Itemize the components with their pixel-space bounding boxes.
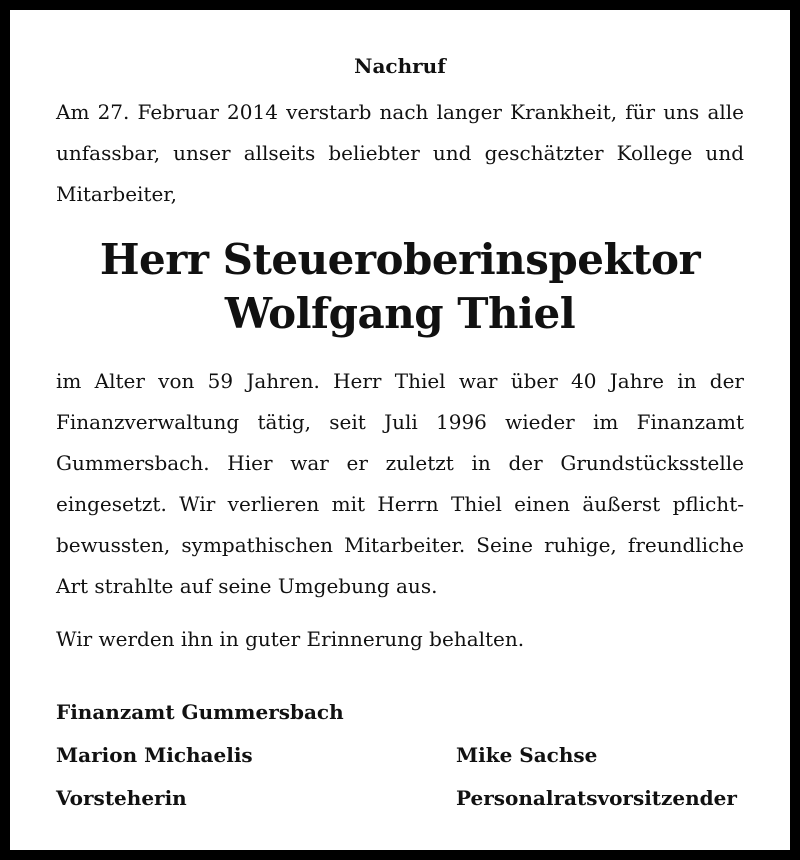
signatory-right-role: Personalratsvorsitzender [456, 785, 737, 810]
signatory-left-role: Vorsteherin [56, 785, 187, 810]
closing-line: Wir werden ihn in guter Erinnerung behalten. [56, 627, 525, 651]
signature-names-row [56, 733, 744, 776]
deceased-name-block [56, 233, 744, 341]
signatory-right-name: Mike Sachse [456, 742, 598, 767]
signature-roles-row [56, 776, 744, 819]
obituary-heading: Nachruf [354, 54, 446, 78]
deceased-title: Herr Steueroberinspektor [99, 235, 701, 284]
body-paragraph: im Alter von 59 Jahren. Herr Thiel war über 40 Jahre in der Finanzverwaltung tätig, seit Juli 1996 wieder im Finanzamt Gummersbach. Hier war er zuletzt in der Grundstücksstelle eingesetzt. Wir verlieren mit Herrn Thiel einen äußerst pflichtbewussten, sympathischen Mitarbeiter. Seine ruhige, freundliche Art strahlte auf seine Umgebung aus. [56, 369, 744, 598]
intro-paragraph: Am 27. Februar 2014 verstarb nach langer Krankheit, für uns alle unfassbar, unser allseits beliebter und geschätzter Kollege und Mitarbeiter, [56, 100, 744, 206]
signature-block [56, 690, 744, 819]
signature-organization-row [56, 690, 744, 733]
obituary-content [56, 48, 744, 819]
deceased-name: Wolfgang Thiel [224, 289, 576, 338]
organization-name: Finanzamt Gummersbach [56, 699, 344, 724]
signatory-left-name: Marion Michaelis [56, 742, 253, 767]
